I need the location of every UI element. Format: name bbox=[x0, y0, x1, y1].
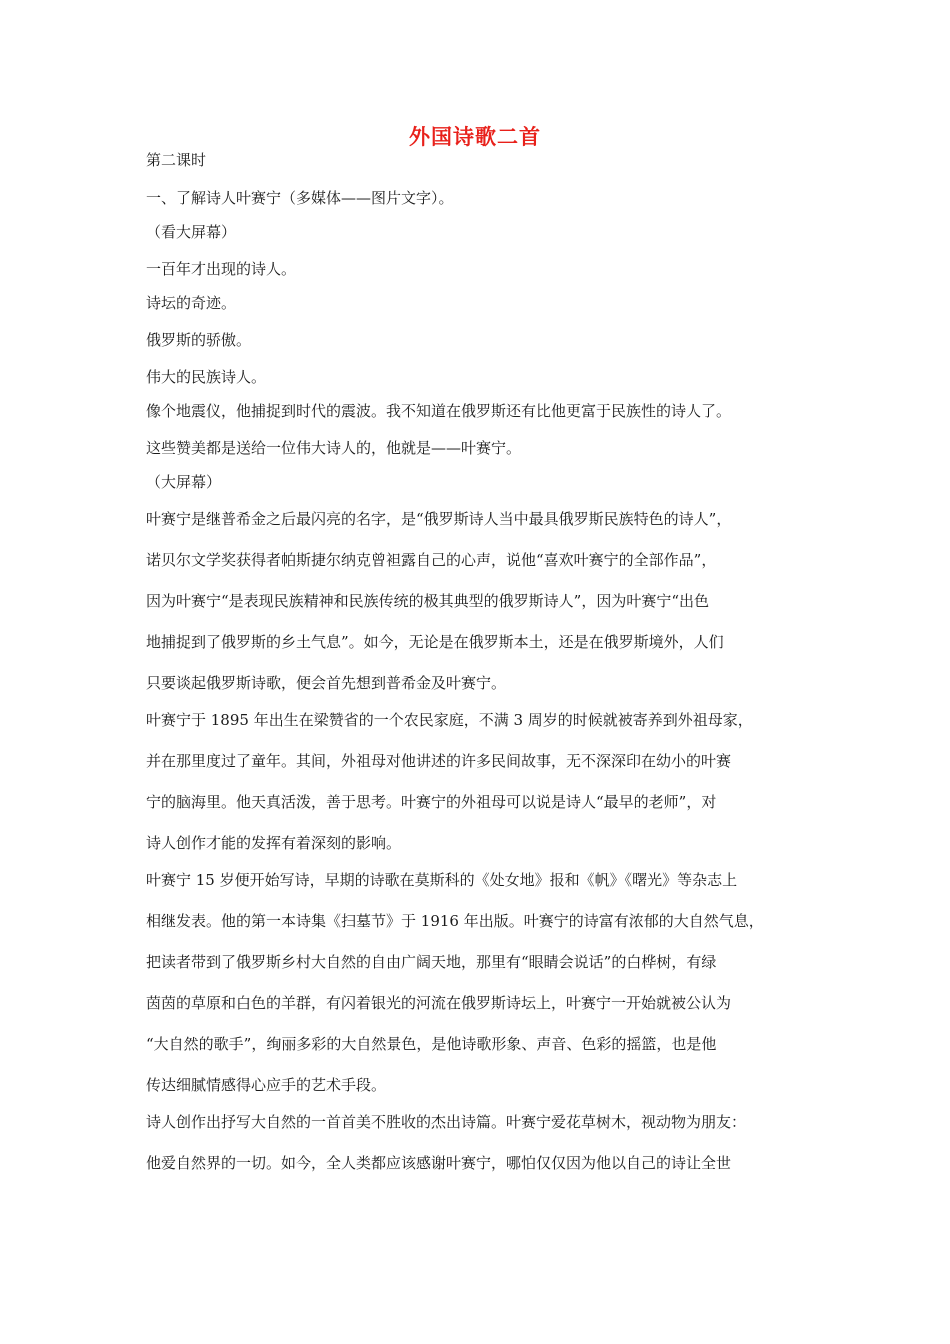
text-line: 叶赛宁是继普希金之后最闪亮的名字，是“俄罗斯诗人当中最具俄罗斯民族特色的诗人”， bbox=[146, 510, 732, 528]
text-line: 叶赛宁于 1895 年出生在梁赞省的一个农民家庭，不满 3 周岁的时候就被寄养到外祖母家， bbox=[146, 711, 753, 729]
text-line: 并在那里度过了童年。其间，外祖母对他讲述的许多民间故事，无不深深印在幼小的叶赛 bbox=[146, 752, 732, 770]
text-line: 这些赞美都是送给一位伟大诗人的，他就是——叶赛宁。 bbox=[146, 439, 522, 457]
text-line: （大屏幕） bbox=[146, 473, 222, 491]
document-title: 外国诗歌二首 bbox=[409, 125, 541, 149]
text-line: 把读者带到了俄罗斯乡村大自然的自由广阔天地，那里有“眼睛会说话”的白桦树，有绿 bbox=[146, 953, 717, 971]
text-line: 茵茵的草原和白色的羊群，有闪着银光的河流在俄罗斯诗坛上，叶赛宁一开始就被公认为 bbox=[146, 994, 732, 1012]
text-line: 叶赛宁 15 岁便开始写诗，早期的诗歌在莫斯科的《处女地》报和《帆》《曙光》等杂志上 bbox=[146, 871, 738, 889]
text-line: 他爱自然界的一切。如今，全人类都应该感谢叶赛宁，哪怕仅仅因为他以自己的诗让全世 bbox=[146, 1154, 732, 1172]
text-line: 伟大的民族诗人。 bbox=[146, 368, 267, 386]
text-line: “大自然的歌手”，绚丽多彩的大自然景色，是他诗歌形象、声音、色彩的摇篮，也是他 bbox=[146, 1035, 717, 1053]
text-line: 宁的脑海里。他天真活泼，善于思考。叶赛宁的外祖母可以说是诗人“最早的老师”，对 bbox=[146, 793, 717, 811]
text-line: 一百年才出现的诗人。 bbox=[146, 260, 297, 278]
text-line: 诗人创作才能的发挥有着深刻的影响。 bbox=[146, 834, 402, 852]
text-line: 像个地震仪，他捕捉到时代的震波。我不知道在俄罗斯还有比他更富于民族性的诗人了。 bbox=[146, 402, 732, 420]
text-line: 相继发表。他的第一本诗集《扫墓节》于 1916 年出版。叶赛宁的诗富有浓郁的大自然气息， bbox=[146, 912, 764, 930]
text-line: 传达细腻情感得心应手的艺术手段。 bbox=[146, 1076, 387, 1094]
text-line: 地捕捉到了俄罗斯的乡土气息”。如今，无论是在俄罗斯本土，还是在俄罗斯境外，人们 bbox=[146, 633, 724, 651]
text-line-section: 第二课时 bbox=[146, 151, 207, 169]
text-line: 俄罗斯的骄傲。 bbox=[146, 331, 252, 349]
text-line: 只要谈起俄罗斯诗歌，便会首先想到普希金及叶赛宁。 bbox=[146, 674, 507, 692]
text-line-heading: 一、了解诗人叶赛宁（多媒体——图片文字）。 bbox=[146, 189, 454, 207]
text-line: 诗坛的奇迹。 bbox=[146, 294, 237, 312]
text-line: （看大屏幕） bbox=[146, 223, 237, 241]
text-line: 诺贝尔文学奖获得者帕斯捷尔纳克曾袒露自己的心声，说他“喜欢叶赛宁的全部作品”， bbox=[146, 551, 717, 569]
text-line: 诗人创作出抒写大自然的一首首美不胜收的杰出诗篇。叶赛宁爱花草树木，视动物为朋友： bbox=[146, 1113, 747, 1131]
text-line: 因为叶赛宁“是表现民族精神和民族传统的极其典型的俄罗斯诗人”，因为叶赛宁“出色 bbox=[146, 592, 710, 610]
